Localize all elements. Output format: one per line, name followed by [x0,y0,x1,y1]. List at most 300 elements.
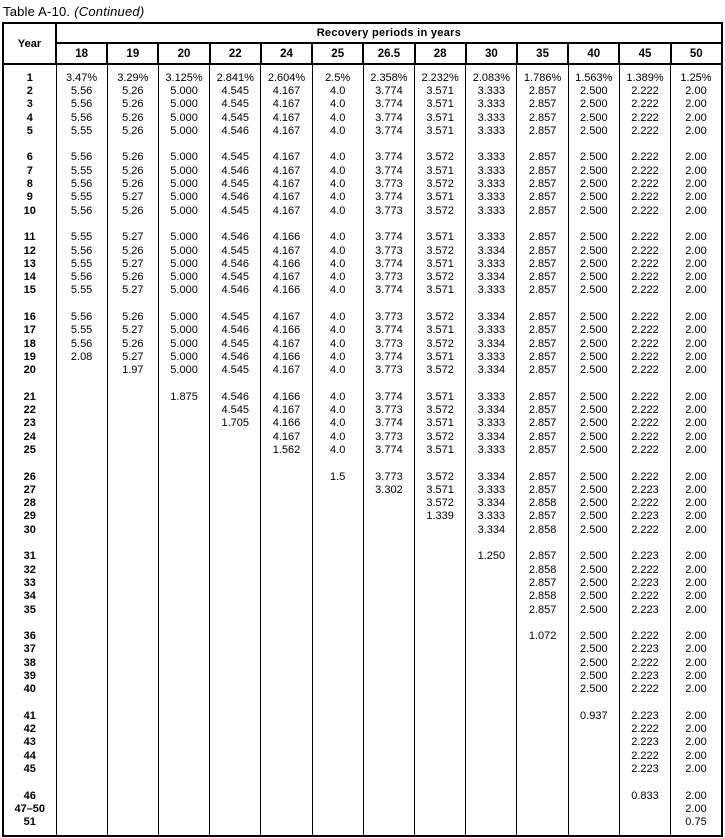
row-year-label: 32 [3,563,56,576]
table-cell: 4.0 [312,390,363,403]
table-cell [312,523,363,536]
table-cell: 3.333 [466,390,517,403]
empty-cell [671,536,722,549]
column-header-40: 40 [568,43,619,64]
group-spacer-row [3,137,722,150]
table-cell: 2.500 [568,310,619,323]
row-year-label: 51 [3,816,56,829]
table-cell [210,789,261,802]
table-cell [415,736,466,749]
table-cell: 4.0 [312,443,363,456]
table-row-year-7 [3,164,722,177]
row-year-label: 34 [3,590,56,603]
column-header-45: 45 [619,43,670,64]
row-year-label: 27 [3,483,56,496]
row-year-label: 1 [3,71,56,84]
table-cell: 3.571 [415,284,466,297]
table-cell: 5.000 [158,350,209,363]
table-cell [261,643,312,656]
table-cell: 1.563% [568,71,619,84]
table-cell [517,749,568,762]
table-cell: 5.27 [107,284,158,297]
table-cell: 4.0 [312,350,363,363]
table-cell: 2.857 [517,324,568,337]
table-cell: 4.167 [261,177,312,190]
table-cell [261,669,312,682]
empty-cell [619,297,670,310]
empty-cell [261,696,312,709]
table-cell [466,723,517,736]
table-row-year-36 [3,629,722,642]
header-row-top [3,23,722,43]
table-cell [312,709,363,722]
table-cell: 2.857 [517,284,568,297]
row-year-label: 36 [3,629,56,642]
empty-cell [312,457,363,470]
table-cell: 3.571 [415,324,466,337]
empty-cell [210,457,261,470]
table-cell [158,643,209,656]
table-cell: 5.000 [158,124,209,137]
table-cell: 4.545 [210,84,261,97]
table-cell [312,669,363,682]
table-cell: 3.773 [363,470,414,483]
empty-cell [568,536,619,549]
table-cell [107,430,158,443]
table-cell: 5.27 [107,191,158,204]
table-cell: 2.500 [568,111,619,124]
empty-cell [56,457,107,470]
empty-cell [107,776,158,789]
table-cell: 5.56 [56,244,107,257]
table-cell: 5.000 [158,270,209,283]
table-cell [210,576,261,589]
table-cell: 5.000 [158,111,209,124]
table-cell [210,629,261,642]
table-cell: 3.571 [415,191,466,204]
table-cell [619,816,670,829]
table-cell [158,723,209,736]
table-row-year-34 [3,590,722,603]
table-cell: 5.27 [107,257,158,270]
table-cell [158,576,209,589]
row-year-label: 21 [3,390,56,403]
table-cell [415,656,466,669]
table-cell: 3.571 [415,443,466,456]
table-cell [619,802,670,815]
table-cell: 2.222 [619,417,670,430]
table-cell [107,390,158,403]
table-cell [56,483,107,496]
table-row-year-38 [3,656,722,669]
table-row-year-47–50 [3,802,722,815]
table-cell [415,603,466,616]
table-cell: 4.0 [312,270,363,283]
table-cell: 5.56 [56,177,107,190]
table-cell [312,590,363,603]
table-cell [363,723,414,736]
table-cell: 2.857 [517,151,568,164]
table-cell: 3.572 [415,403,466,416]
empty-cell [363,297,414,310]
empty-cell [363,137,414,150]
empty-cell [619,616,670,629]
table-cell: 2.223 [619,643,670,656]
table-cell: 5.26 [107,270,158,283]
column-header-35: 35 [517,43,568,64]
empty-cell [363,217,414,230]
table-cell: 5.26 [107,98,158,111]
table-cell [210,590,261,603]
empty-cell [671,137,722,150]
row-year-label: 22 [3,403,56,416]
table-row-year-29 [3,510,722,523]
table-cell [261,762,312,775]
table-cell: 2.00 [671,151,722,164]
depreciation-table [2,22,723,837]
table-cell: 2.00 [671,629,722,642]
empty-cell [517,616,568,629]
table-cell: 2.00 [671,270,722,283]
table-cell: 2.500 [568,124,619,137]
table-cell [517,723,568,736]
table-cell: 2.857 [517,177,568,190]
table-cell [312,656,363,669]
table-cell [107,590,158,603]
table-cell: 2.222 [619,244,670,257]
table-cell: 2.222 [619,257,670,270]
empty-cell [568,377,619,390]
table-cell: 2.00 [671,350,722,363]
table-cell [517,816,568,829]
table-cell [158,417,209,430]
table-cell: 5.26 [107,244,158,257]
table-cell: 4.0 [312,430,363,443]
table-cell: 2.222 [619,124,670,137]
padding-row [3,829,722,836]
table-cell [261,816,312,829]
table-cell: 2.857 [517,430,568,443]
table-cell [158,443,209,456]
table-cell [261,523,312,536]
row-year-label: 45 [3,762,56,775]
table-cell: 2.222 [619,629,670,642]
table-cell [261,789,312,802]
empty-cell [158,616,209,629]
empty-cell [3,137,56,150]
table-cell: 3.774 [363,164,414,177]
table-cell [107,789,158,802]
table-cell: 2.00 [671,669,722,682]
table-cell [466,749,517,762]
empty-cell [568,297,619,310]
table-row-year-12 [3,244,722,257]
row-year-label: 41 [3,709,56,722]
table-cell: 3.774 [363,111,414,124]
table-cell: 3.333 [466,231,517,244]
table-cell: 2.500 [568,497,619,510]
table-cell [415,789,466,802]
table-cell: 3.571 [415,417,466,430]
table-cell: 4.0 [312,257,363,270]
table-cell: 2.00 [671,164,722,177]
empty-cell [312,377,363,390]
empty-cell [619,64,670,71]
group-spacer-row [3,776,722,789]
empty-cell [568,776,619,789]
table-cell [363,762,414,775]
empty-cell [107,137,158,150]
table-cell: 5.000 [158,98,209,111]
table-cell [415,683,466,696]
table-row-year-1 [3,71,722,84]
group-spacer-row [3,457,722,470]
empty-cell [210,536,261,549]
table-cell [56,403,107,416]
table-cell [210,669,261,682]
table-cell: 5.000 [158,324,209,337]
table-cell: 5.26 [107,111,158,124]
table-cell [363,629,414,642]
row-year-label: 18 [3,337,56,350]
table-cell: 5.55 [56,191,107,204]
row-year-label: 46 [3,789,56,802]
row-year-label: 3 [3,98,56,111]
table-cell: 2.223 [619,603,670,616]
table-cell: 2.857 [517,550,568,563]
table-cell [312,576,363,589]
table-cell [363,510,414,523]
table-cell: 3.774 [363,191,414,204]
table-cell [210,483,261,496]
table-cell: 3.571 [415,84,466,97]
empty-cell [3,217,56,230]
table-cell [210,656,261,669]
table-cell [158,629,209,642]
table-cell: 5.55 [56,231,107,244]
table-cell [312,816,363,829]
table-cell [312,802,363,815]
table-cell: 3.773 [363,337,414,350]
table-cell: 2.857 [517,164,568,177]
table-cell: 4.545 [210,403,261,416]
table-row-year-8 [3,177,722,190]
table-cell [415,550,466,563]
row-year-label: 11 [3,231,56,244]
column-header-30: 30 [466,43,517,64]
table-cell: 3.774 [363,84,414,97]
table-row-year-43 [3,736,722,749]
empty-cell [466,457,517,470]
table-cell: 4.0 [312,244,363,257]
table-cell: 5.000 [158,244,209,257]
table-cell: 2.5% [312,71,363,84]
table-cell: 1.875 [158,390,209,403]
empty-cell [415,696,466,709]
empty-cell [107,536,158,549]
table-row-year-6 [3,151,722,164]
table-cell: 3.572 [415,244,466,257]
table-cell [107,510,158,523]
table-cell [415,802,466,815]
table-cell: 2.222 [619,590,670,603]
table-cell: 2.00 [671,523,722,536]
table-cell: 3.333 [466,510,517,523]
empty-cell [158,457,209,470]
table-cell: 5.000 [158,337,209,350]
table-cell: 3.774 [363,284,414,297]
table-cell [158,590,209,603]
table-row-year-31 [3,550,722,563]
table-cell: 2.00 [671,124,722,137]
table-cell [363,683,414,696]
table-cell: 2.857 [517,111,568,124]
table-cell: 1.705 [210,417,261,430]
table-cell: 2.00 [671,244,722,257]
table-cell: 5.56 [56,151,107,164]
empty-cell [3,616,56,629]
table-cell: 4.167 [261,430,312,443]
table-cell [415,669,466,682]
empty-cell [158,64,209,71]
table-cell: 2.604% [261,71,312,84]
table-cell [107,629,158,642]
table-cell: 4.0 [312,151,363,164]
table-row-year-5 [3,124,722,137]
table-cell [466,802,517,815]
table-cell: 1.5 [312,470,363,483]
table-cell: 2.857 [517,483,568,496]
empty-cell [363,829,414,836]
empty-cell [415,137,466,150]
table-cell: 4.0 [312,417,363,430]
empty-cell [56,776,107,789]
table-cell: 2.00 [671,736,722,749]
table-cell [158,523,209,536]
table-cell: 4.546 [210,350,261,363]
table-cell: 4.545 [210,337,261,350]
table-cell: 2.222 [619,111,670,124]
table-cell [158,683,209,696]
empty-cell [671,64,722,71]
table-cell: 2.857 [517,98,568,111]
empty-cell [568,137,619,150]
table-cell: 3.334 [466,364,517,377]
table-row-year-28 [3,497,722,510]
empty-cell [517,536,568,549]
empty-cell [56,217,107,230]
table-cell [107,643,158,656]
column-header-18: 18 [56,43,107,64]
table-cell: 2.500 [568,164,619,177]
table-cell: 2.857 [517,84,568,97]
table-cell: 4.167 [261,164,312,177]
table-cell [363,550,414,563]
table-cell: 2.00 [671,417,722,430]
empty-cell [312,217,363,230]
table-cell: 2.223 [619,550,670,563]
table-cell: 4.545 [210,111,261,124]
table-cell: 2.858 [517,563,568,576]
table-cell [466,736,517,749]
table-cell [158,669,209,682]
table-cell: 3.773 [363,270,414,283]
empty-cell [312,536,363,549]
table-cell [363,643,414,656]
table-cell: 2.500 [568,191,619,204]
empty-cell [3,536,56,549]
table-cell: 2.500 [568,98,619,111]
table-cell: 4.167 [261,98,312,111]
empty-cell [3,377,56,390]
table-cell: 2.500 [568,257,619,270]
table-cell: 2.00 [671,98,722,111]
table-cell: 2.857 [517,417,568,430]
table-cell [56,762,107,775]
table-cell [568,723,619,736]
table-cell [466,683,517,696]
table-cell [312,749,363,762]
table-cell: 3.572 [415,364,466,377]
empty-cell [415,297,466,310]
table-cell: 3.333 [466,417,517,430]
row-year-label: 9 [3,191,56,204]
table-cell: 3.333 [466,324,517,337]
table-cell [363,590,414,603]
table-cell: 2.500 [568,656,619,669]
table-cell: 2.858 [517,497,568,510]
empty-cell [415,536,466,549]
empty-cell [3,297,56,310]
table-cell [158,816,209,829]
table-cell: 2.222 [619,98,670,111]
table-cell: 3.334 [466,497,517,510]
table-cell: 3.774 [363,324,414,337]
table-cell: 2.857 [517,350,568,363]
row-year-label: 13 [3,257,56,270]
empty-cell [210,696,261,709]
table-cell [56,497,107,510]
empty-cell [261,64,312,71]
table-cell [210,497,261,510]
empty-cell [107,64,158,71]
table-cell: 2.500 [568,590,619,603]
empty-cell [671,457,722,470]
empty-cell [158,776,209,789]
table-cell [466,709,517,722]
empty-cell [671,829,722,836]
table-cell: 4.546 [210,284,261,297]
table-cell [568,816,619,829]
table-cell: 4.166 [261,231,312,244]
table-cell: 2.358% [363,71,414,84]
table-cell: 5.55 [56,164,107,177]
empty-cell [107,457,158,470]
table-cell [210,443,261,456]
table-cell: 2.00 [671,257,722,270]
table-cell: 5.000 [158,257,209,270]
empty-cell [158,297,209,310]
table-cell: 4.0 [312,364,363,377]
table-cell: 0.75 [671,816,722,829]
table-cell: 4.0 [312,177,363,190]
table-cell: 2.857 [517,124,568,137]
table-cell: 2.00 [671,204,722,217]
table-cell: 2.222 [619,270,670,283]
group-spacer-row [3,297,722,310]
empty-cell [415,457,466,470]
table-row-year-32 [3,563,722,576]
